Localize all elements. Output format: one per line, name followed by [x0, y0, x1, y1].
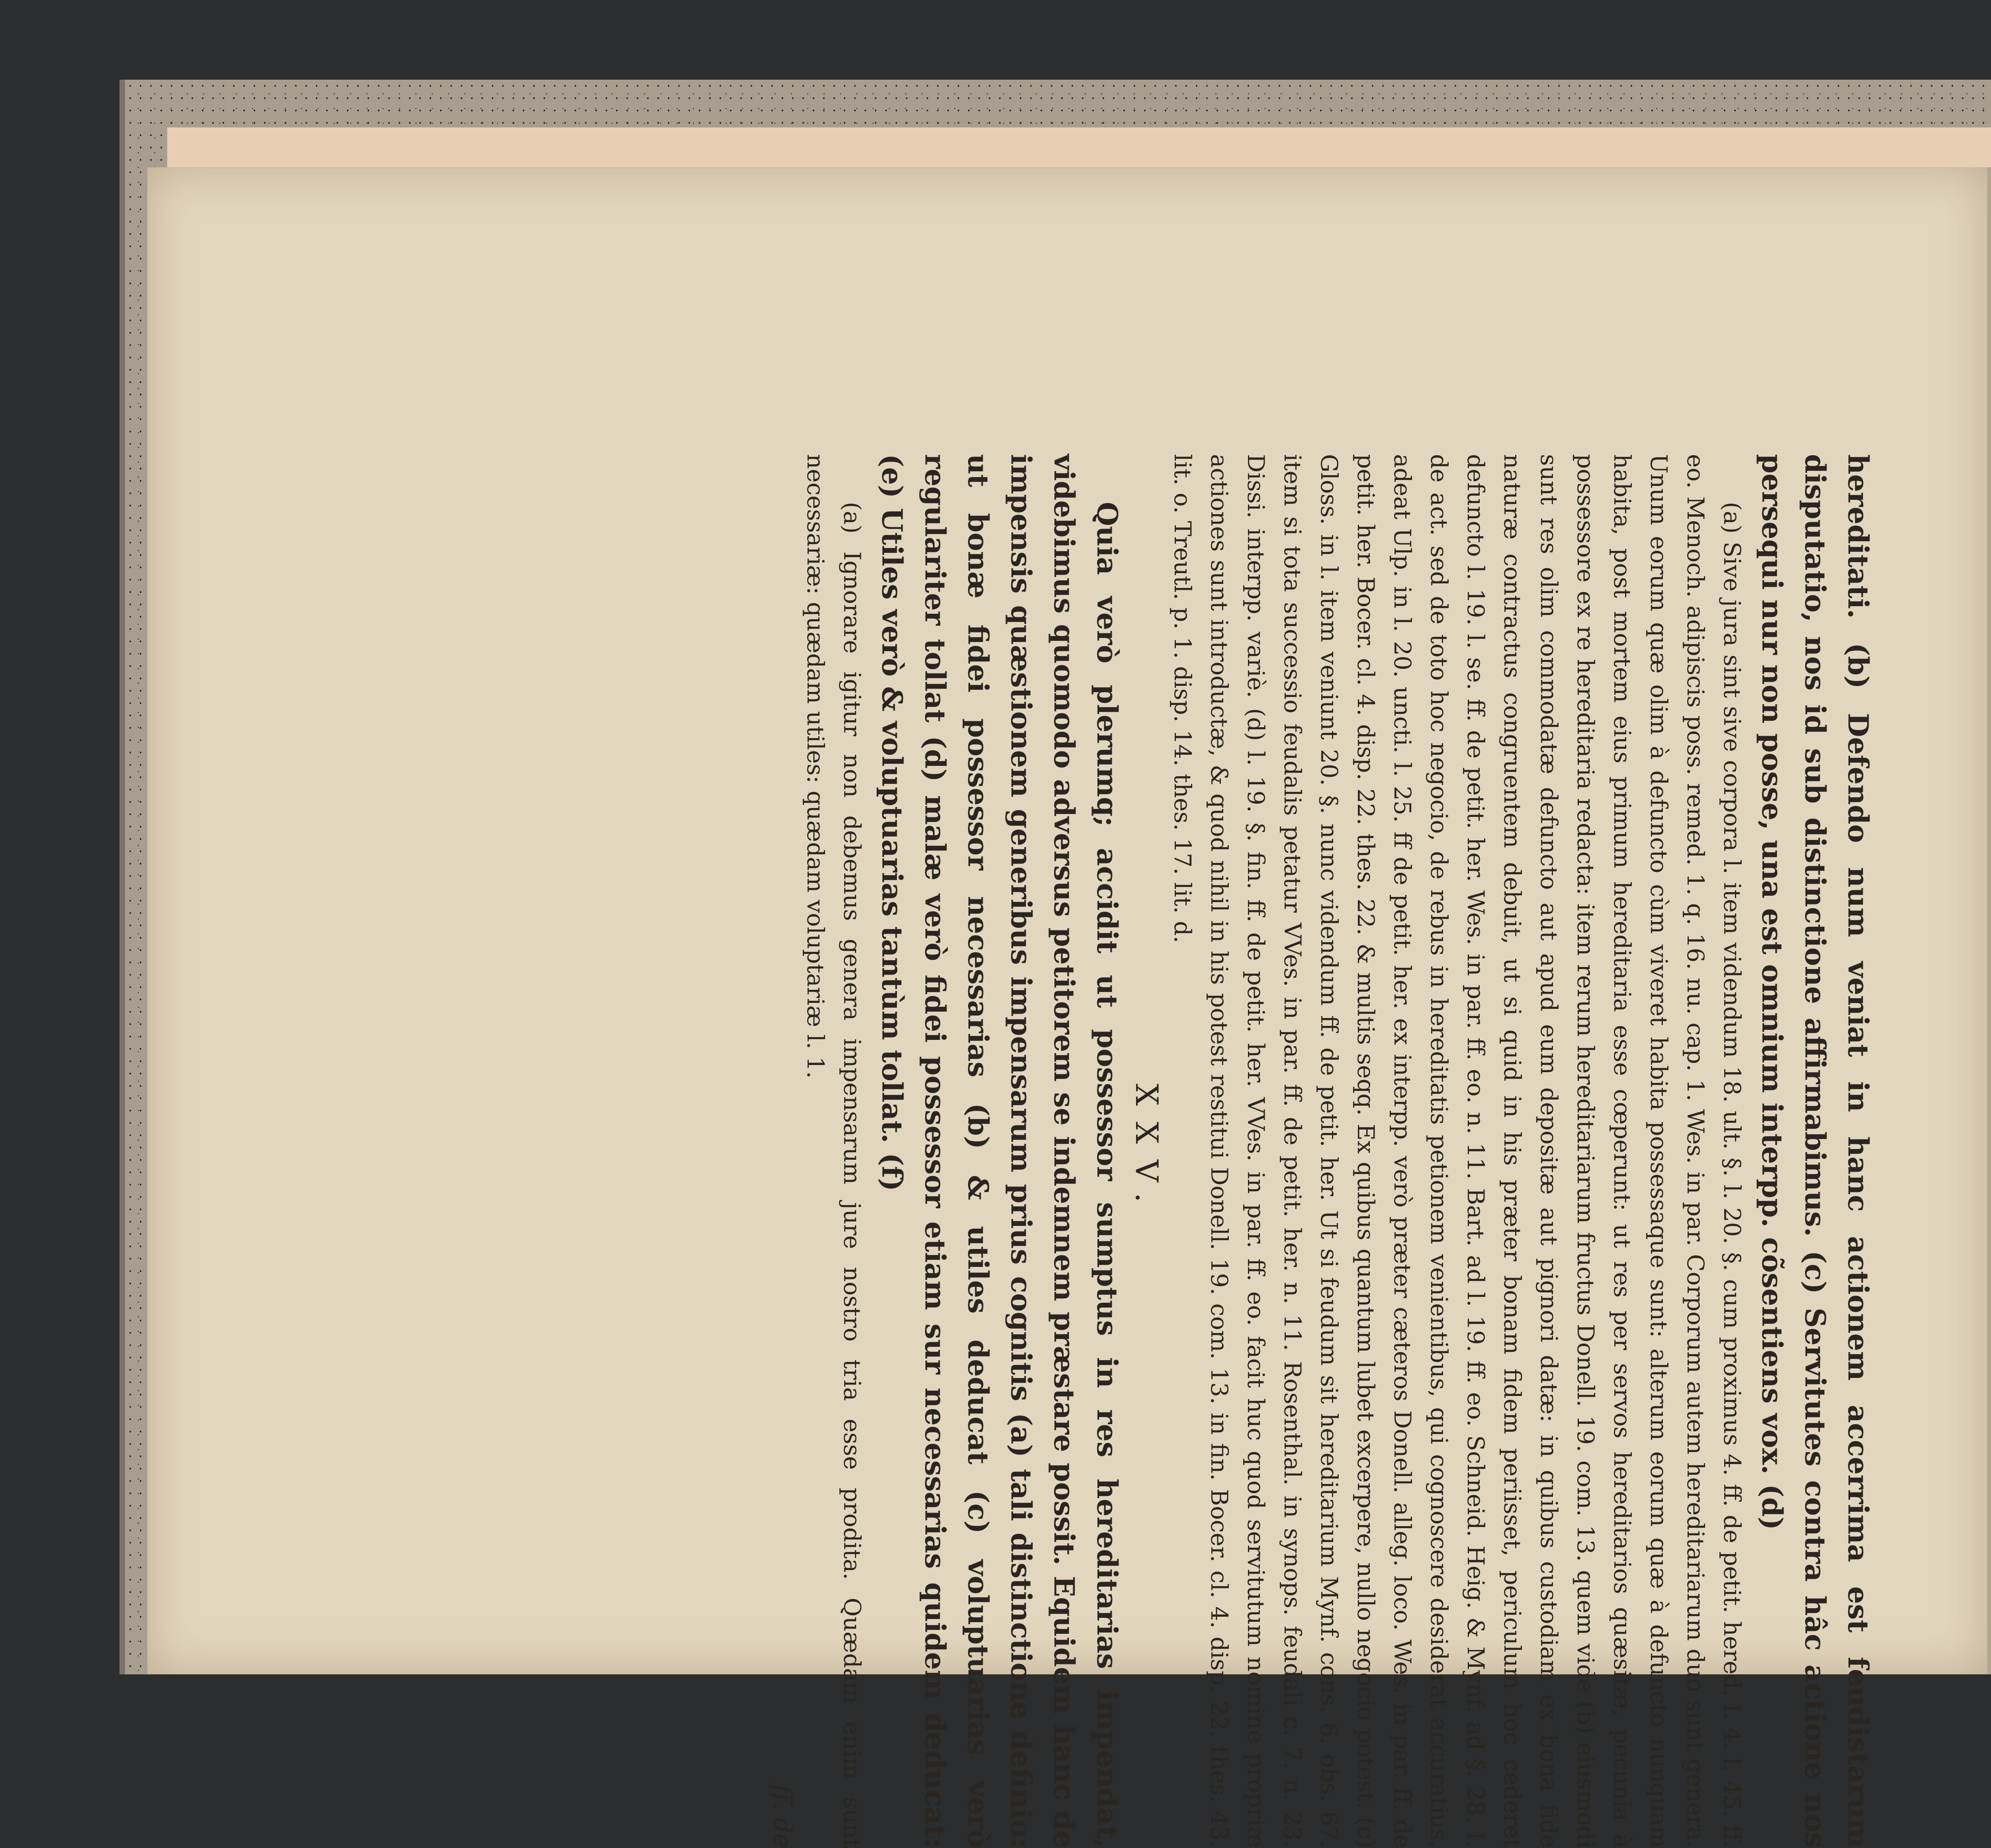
paragraph-2: Quia verò plerumq; accidit ut possessor sumptus in res hereditarias impendat, videbimus quomodo adversus petitorem se indemnem præstare possit. Equidem hanc de impensis quæstionem generibus impensarum prius cognitis (a) tali distinctione definio: ut bonæ fidei possessor necessarias (b) & utiles deducat (c) voluptuarias verò regulariter tollat (d) malæ verò fidei possessor etiam sur necessarias quidem deducat: (e) Utiles verò & voluptuarias tantùm tollat. (f): [876, 454, 1124, 1848]
catchword: ff. de: [768, 1784, 797, 1848]
footnote-block-2: (a) Ignorare igitur non debemus genera impensarum jure nostro tria esse prodita. Quædam enim sunt necessariæ: quædam utiles: quædam voluptariæ l. 1.: [802, 454, 866, 1848]
section-heading: XXV.: [1128, 1083, 1164, 1219]
rotated-text-block: [426, 454, 1880, 1848]
book-gutter: [1987, 167, 1991, 1674]
book-page: [147, 167, 1987, 1848]
footnote-block-1: (a) Sive jura sint sive corpora l. item videndum 18. ult. §. l. 20. §. cum proximus 4. ff. de petit. hered. l. 4. l. 45. ff. eo. Menoch. adipiscis poss. remed. 1. q. 16. nu. cap. 1. Wes. in par. Corporum autem hereditariarum duo sunt genera. Unum eorum quæ olim à defuncto cùm viveret habita possessaque sunt: alterum eorum quæ à defuncto nunquam habita, post mortem eius primum hereditaria esse cœperunt: ut res per servos hereditarios quæsitæ, pecunia à possessore ex re hereditaria redacta: item rerum hereditariarum fructus Donell. 19. com. 13. quem vide (b) eiusmodi sunt res olim commodatæ defuncto aut apud eum depositæ aut pignori datæ: in quibus custodiam ex bona fide naturæ contractus congruentem debuit, ut si quid in his præter bonam fidem periisset, periculum hoc cederet defuncto l. 19. l. se. ff. de petit. her. Wes. in par. ff. eo. n. 11. Bart. ad l. 19. ff. eo. Schneid. Heig. & Mynf. ad §. 28. I. de act. sed de toto hoc negocio, de rebus in hereditatis petionem venientibus, qui cognoscere desiderat accuratius, adeat Ulp. in l. 20. uncti. l. 25. ff de petit. her. ex interpp. verò præter cæteros Donell. alleg. loco. Wes. in par. ff. de petit. her. Bocer. cl. 4. disp. 22. thes. 22. & multis seqq. Ex quibus quantum lubet excerpere, nullo negocio potest. (c) Gloss. in l. item veniunt 20. §. nunc videndum ff. de petit. her. Ut si feudum sit hereditarium Mynf. cons. 6. obs. 67. item si tota successio feudalis petatur VVes. in par. ff. de petit. her. n. 11. Rosenthal. in synops. feudali c. 7. n. 23. Dissi. interpp. variè. (d) l. 19. §. fin. ff. de petit. her. VVes. in par. ff. eo. facit huc quod servitutum nomine propriæ actiones sunt introductæ, & quod nihil in his potest restitui Donell. 19. com. 13. in fin. Bocer. cl. 4. disp. 22. thes. 43. lit. o. Treutl. p. 1. disp. 14. thes. 17. lit. d.: [1169, 454, 1746, 1848]
paragraph-1: hereditati. (b) Defendo num veniat in hanc actionem accerrima est feudistarum disputatio, nos id sub distinctione affirmabimus. (c) Servitutes contra hâc actione nos persequi nur non posse, una est omnium interpp. cõsentiens vox. (d): [1756, 454, 1875, 1848]
